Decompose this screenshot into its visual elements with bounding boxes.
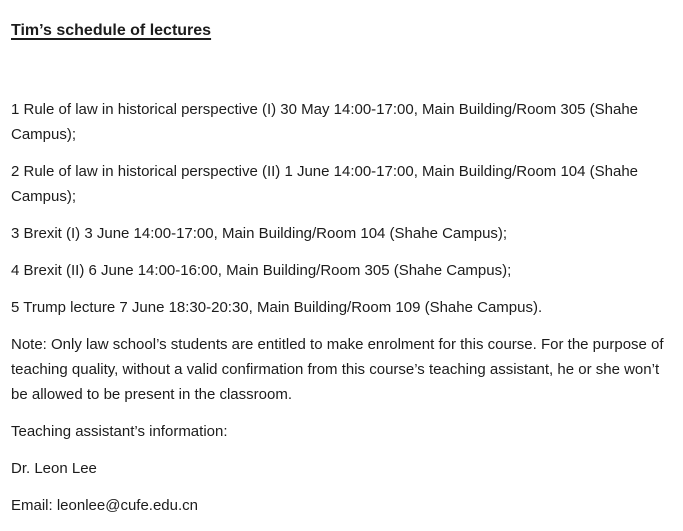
lecture-2-line-1: 2 Rule of law in historical perspective (II) 1 June 14:00-17:00, Main Building/Room 104 (Shahe	[11, 163, 639, 180]
note-line-1: Note: Only law school’s students are entitled to make enrolment for this course. For the purpose of	[11, 336, 664, 353]
note-paragraph	[11, 332, 673, 407]
lecture-item-3	[11, 221, 673, 246]
note-line-3: be allowed to be present in the classroom.	[11, 386, 292, 403]
ta-name-paragraph	[11, 456, 673, 481]
document-title: Tim’s schedule of lectures	[11, 22, 212, 39]
lecture-1-line-1: 1 Rule of law in historical perspective (I) 30 May 14:00-17:00, Main Building/Room 305 (Shahe	[11, 101, 638, 118]
ta-heading-paragraph	[11, 419, 673, 444]
lecture-2-line-2: Campus);	[11, 188, 77, 205]
lecture-item-1	[11, 97, 673, 147]
lecture-item-5	[11, 295, 673, 320]
lecture-item-4	[11, 258, 673, 283]
ta-email: Email: leonlee@cufe.edu.cn	[11, 497, 199, 514]
lecture-5-line-1: 5 Trump lecture 7 June 18:30-20:30, Main Building/Room 109 (Shahe Campus).	[11, 299, 543, 316]
note-line-2: teaching quality, without a valid confirmation from this course’s teaching assistant, he or she won’t	[11, 361, 660, 378]
ta-heading: Teaching assistant’s information:	[11, 423, 228, 440]
ta-email-paragraph	[11, 493, 673, 518]
ta-name: Dr. Leon Lee	[11, 460, 97, 477]
lecture-1-line-2: Campus);	[11, 126, 77, 143]
lecture-4-line-1: 4 Brexit (II) 6 June 14:00-16:00, Main Building/Room 305 (Shahe Campus);	[11, 262, 512, 279]
lecture-item-2	[11, 159, 673, 209]
lecture-3-line-1: 3 Brexit (I) 3 June 14:00-17:00, Main Building/Room 104 (Shahe Campus);	[11, 225, 508, 242]
